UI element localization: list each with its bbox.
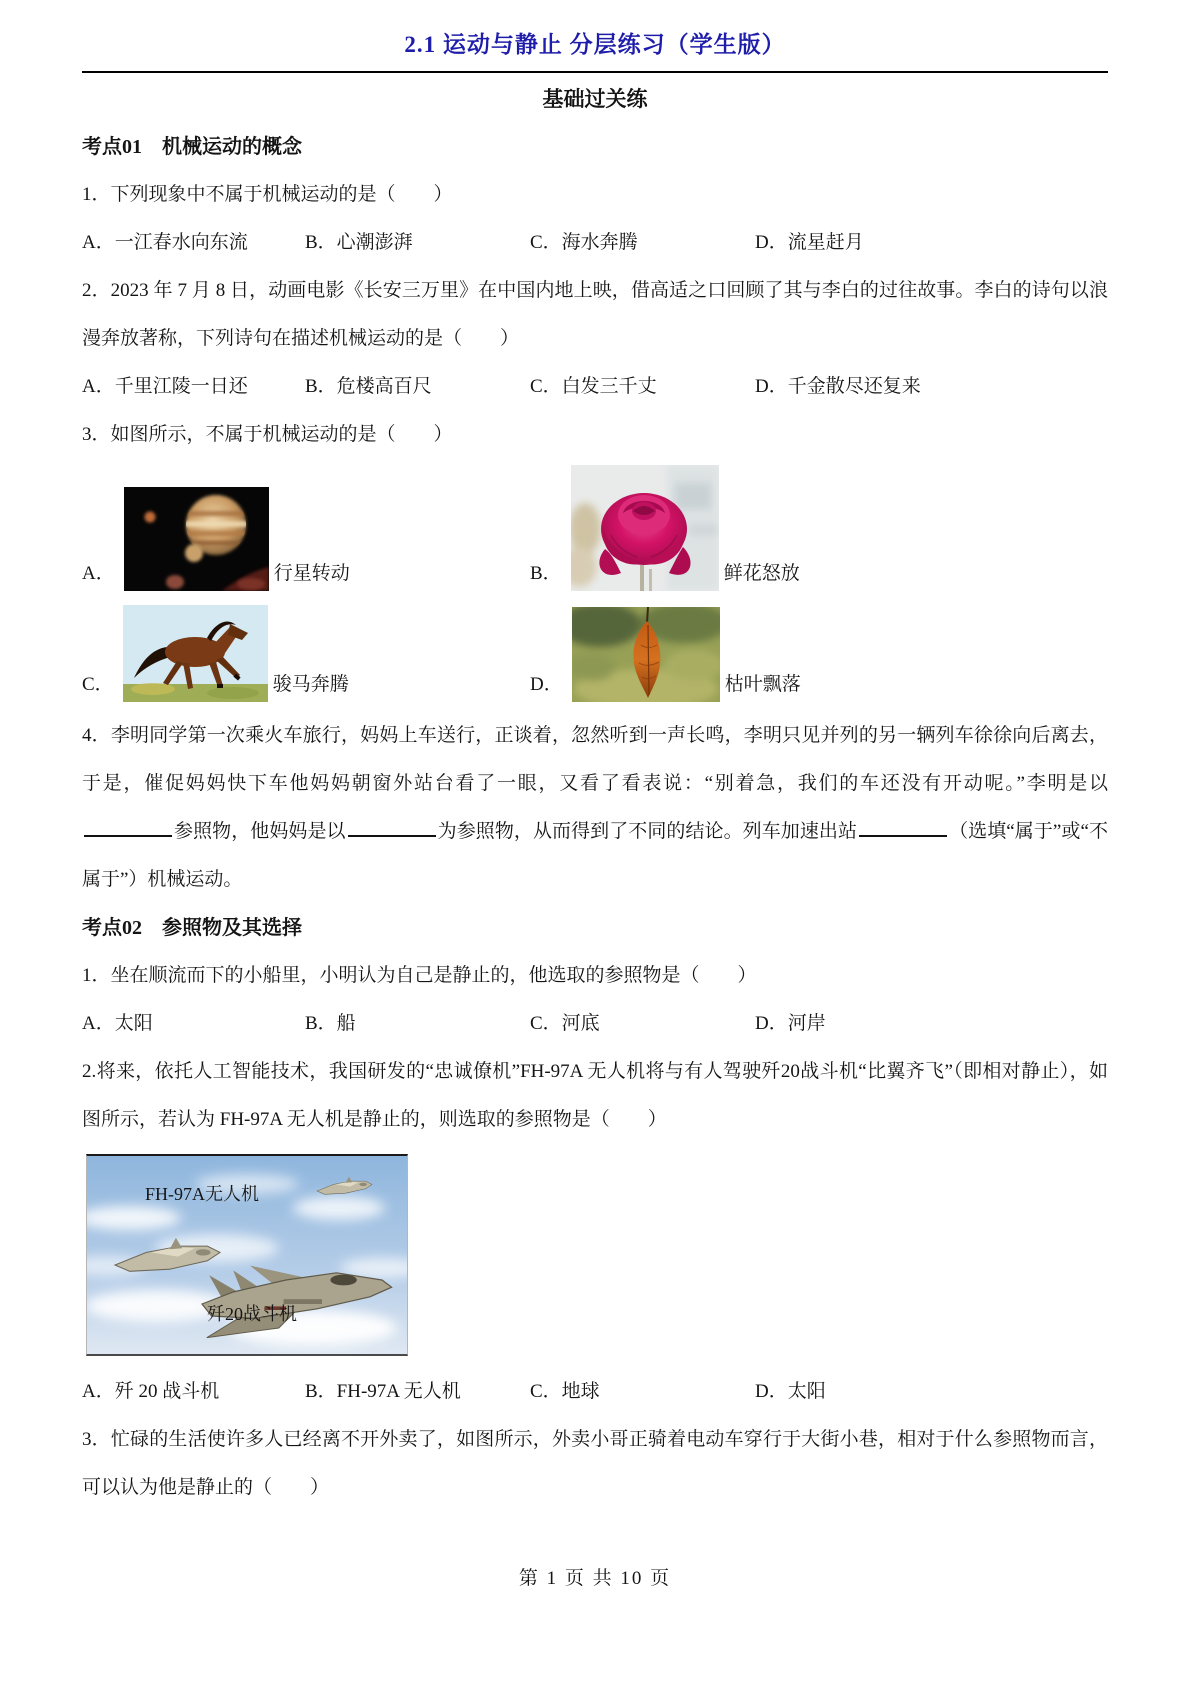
image-choice-row-2 (82, 605, 1108, 702)
option-b: B．危楼高百尺 (305, 376, 432, 397)
horse-image (123, 605, 268, 702)
k1-q2-text: 2．2023 年 7 月 8 日，动画电影《长安三万里》在中国内地上映，借高适之口回顾了其与李白的过往故事。李白的诗句以浪漫奔放著称，下列诗句在描述机械运动的是（ ） (82, 280, 1108, 349)
image-choice-a (82, 487, 350, 591)
option-c: C．白发三千丈 (530, 376, 657, 397)
rose-image (571, 465, 719, 591)
k1-q2-options (82, 363, 1108, 411)
header-divider (82, 71, 1108, 73)
image-choice-row-1 (82, 465, 1108, 591)
choice-caption: 骏马奔腾 (272, 674, 349, 695)
k1-q3-text: 3．如图所示，不属于机械运动的是（ ） (82, 424, 453, 445)
q4-part4: （选填“属于”或“不属于”）机械运动。 (82, 821, 1108, 890)
choice-caption: 鲜花怒放 (723, 563, 800, 584)
k2-q1-options (82, 1000, 1108, 1048)
k2-q2-options (82, 1368, 1108, 1416)
k2-q3-text: 3．忙碌的生活使许多人已经离不开外卖了，如图所示，外卖小哥正骑着电动车穿行于大街小巷，相对于什么参照物而言，可以认为他是静止的（ ） (82, 1429, 1108, 1498)
fighter-label: 歼20战斗机 (207, 1304, 297, 1324)
choice-caption: 行星转动 (273, 563, 350, 584)
k1-q1-text: 1．下列现象中不属于机械运动的是（ ） (82, 184, 453, 205)
page-footer: 第 1 页 共 10 页 (518, 1568, 672, 1589)
topic-heading-01: 考点01 机械运动的概念 (82, 136, 302, 158)
choice-letter: B． (530, 563, 562, 584)
fill-blank-1 (84, 818, 172, 837)
option-b: B．船 (305, 1013, 356, 1034)
option-d: D．千金散尽还复来 (755, 376, 921, 397)
q4-part2: 参照物，他妈妈是以 (174, 821, 346, 842)
planets-image (124, 487, 269, 591)
page-title: 2.1 运动与静止 分层练习（学生版） (404, 32, 786, 57)
option-a: A．歼 20 战斗机 (82, 1381, 220, 1402)
topic-heading-02: 考点02 参照物及其选择 (82, 917, 302, 939)
k2-q2-text: 2.将来，依托人工智能技术，我国研发的“忠诚僚机”FH-97A 无人机将与有人驾驶歼20战斗机“比翼齐飞”（即相对静止），如图所示，若认为 FH-97A 无人机是静止的，则选取的参照物是（ ） (82, 1061, 1108, 1130)
aircraft-figure (86, 1154, 408, 1356)
image-choice-b (530, 465, 800, 591)
k1-q4-text (82, 712, 1108, 904)
option-b: B．心潮澎湃 (305, 232, 413, 253)
leaf-image (572, 607, 720, 702)
drone-label: FH-97A无人机 (145, 1184, 260, 1204)
section-title: 基础过关练 (542, 87, 648, 111)
k1-q1-options (82, 219, 1108, 267)
option-c: C．海水奔腾 (530, 232, 638, 253)
q4-part1: 4．李明同学第一次乘火车旅行，妈妈上车送行，正谈着，忽然听到一声长鸣，李明只见并列的另一辆列车徐徐向后离去，于是，催促妈妈快下车他妈妈朝窗外站台看了一眼，又看了看表说：“别着急，我们的车还没有开动呢。”李明是以 (82, 725, 1108, 794)
choice-caption: 枯叶飘落 (724, 674, 801, 695)
choice-letter: C． (82, 674, 114, 695)
choice-letter: D． (530, 674, 563, 695)
option-a: A．千里江陵一日还 (82, 376, 248, 397)
option-a: A．太阳 (82, 1013, 153, 1034)
fill-blank-2 (348, 818, 436, 837)
image-choice-d (530, 607, 801, 702)
k2-q1-text: 1．坐在顺流而下的小船里，小明认为自己是静止的，他选取的参照物是（ ） (82, 965, 757, 986)
option-d: D．太阳 (755, 1381, 826, 1402)
option-b: B．FH-97A 无人机 (305, 1381, 461, 1402)
option-d: D．流星赶月 (755, 232, 864, 253)
fill-blank-3 (859, 818, 947, 837)
option-d: D．河岸 (755, 1013, 826, 1034)
option-c: C．地球 (530, 1381, 600, 1402)
option-c: C．河底 (530, 1013, 600, 1034)
choice-letter: A． (82, 563, 115, 584)
image-choice-c (82, 605, 349, 702)
q4-part3: 为参照物，从而得到了不同的结论。列车加速出站 (437, 821, 858, 842)
option-a: A．一江春水向东流 (82, 232, 248, 253)
